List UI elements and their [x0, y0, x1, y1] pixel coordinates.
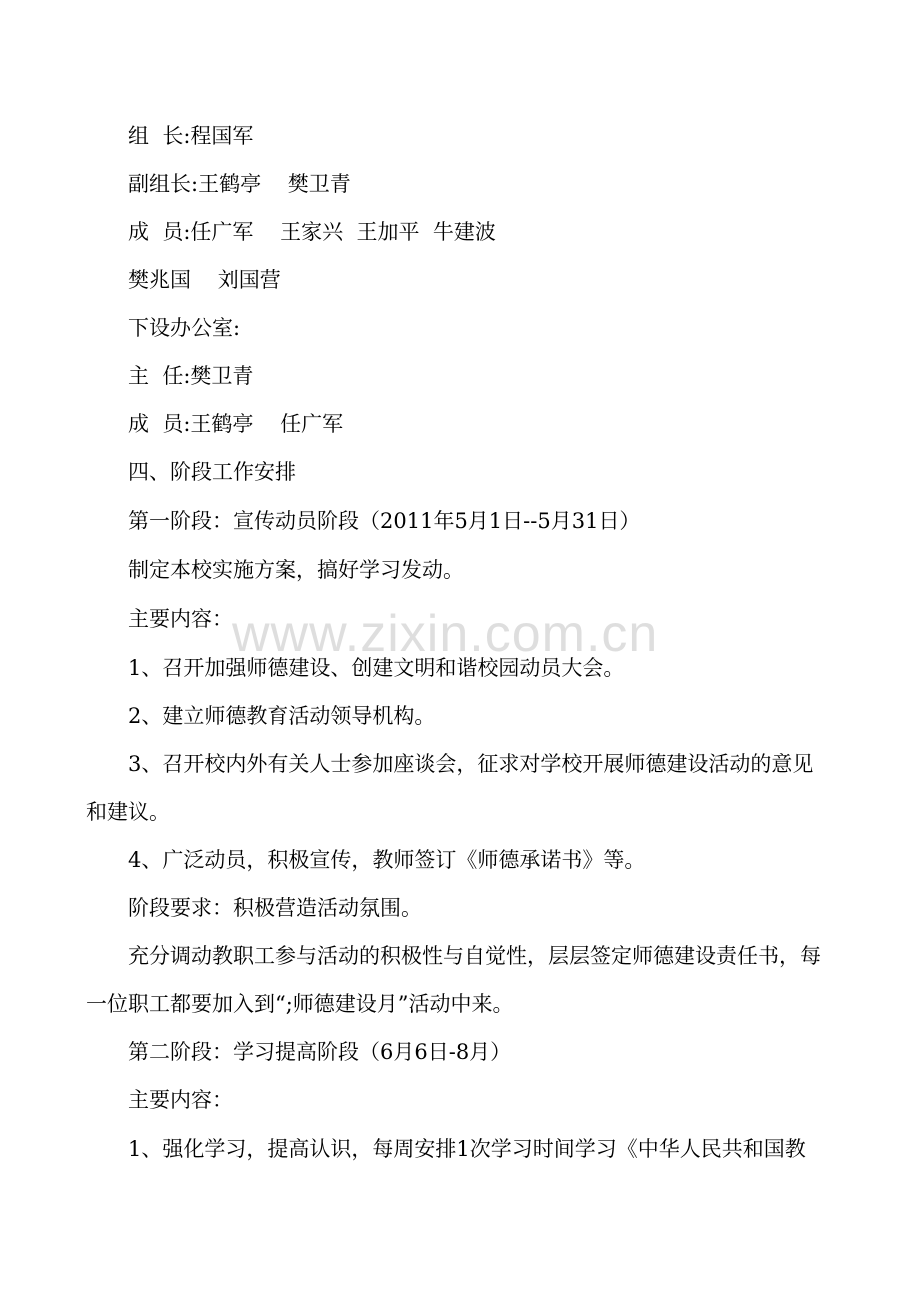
main-content-label: 主要内容：: [128, 1088, 233, 1112]
list-item: 4、广泛动员，积极宣传，教师签订《师德承诺书》等。: [128, 848, 646, 872]
list-item: 3、召开校内外有关人士参加座谈会，征求对学校开展师德建设活动的意见: [128, 752, 814, 776]
main-content-label: 主要内容：: [128, 607, 233, 631]
watermark: www.zixin.com.cn: [232, 605, 659, 663]
paragraph: 充分调动教职工参与活动的积极性与自觉性，层层签定师德建设责任书，每: [128, 944, 821, 968]
list-item: 1、强化学习，提高认识，每周安排1次学习时间学习《中华人民共和国教: [128, 1137, 806, 1161]
deputy-leader-line: 副组长:王鹤亭 樊卫青: [128, 172, 351, 196]
section-heading: 四、阶段工作安排: [128, 460, 296, 484]
director-line: 主 任:樊卫青: [128, 364, 254, 388]
paragraph-continuation: 一位职工都要加入到“;师德建设月”活动中来。: [86, 992, 514, 1016]
stage-two-heading: 第二阶段：学习提高阶段（6月6日-8月）: [128, 1040, 512, 1064]
members-continued-line: 樊兆国 刘国营: [128, 268, 281, 292]
members-line: 成 员:任广军 王家兴 王加平 牛建波: [128, 220, 496, 244]
stage-requirement: 阶段要求：积极营造活动氛围。: [128, 896, 422, 920]
office-members-line: 成 员:王鹤亭 任广军: [128, 412, 344, 436]
office-heading: 下设办公室:: [128, 316, 241, 340]
list-item: 1、召开加强师德建设、创建文明和谐校园动员大会。: [128, 656, 625, 680]
leader-line: 组 长:程国军: [128, 124, 254, 148]
paragraph: 制定本校实施方案，搞好学习发动。: [128, 558, 464, 582]
stage-one-heading: 第一阶段：宣传动员阶段（2011年5月1日--5月31日）: [128, 509, 641, 533]
list-item: 2、建立师德教育活动领导机构。: [128, 704, 436, 728]
list-item-continuation: 和建议。: [86, 800, 170, 824]
